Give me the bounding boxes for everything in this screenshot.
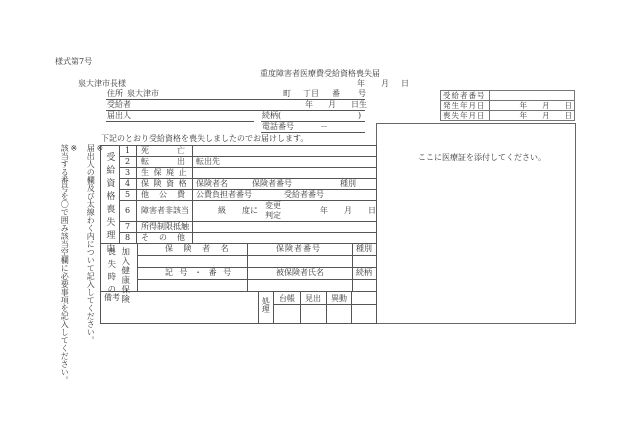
insurer-name-field[interactable] bbox=[138, 256, 246, 266]
reason-detail[interactable]: 保険者名 保険者番号 種別 bbox=[196, 179, 356, 188]
reason-grade[interactable]: 級 度に bbox=[218, 206, 258, 215]
reason-number: 4 bbox=[125, 179, 131, 188]
address-city: 泉大津市 bbox=[127, 89, 159, 98]
phone-separator: － bbox=[320, 122, 328, 131]
reason-number: 1 bbox=[125, 146, 131, 155]
recipient-label: 受給者 bbox=[107, 100, 131, 109]
addressee: 泉大津市長様 bbox=[78, 79, 126, 88]
remarks-label: 備考 bbox=[104, 293, 120, 302]
notifier-underline bbox=[106, 121, 254, 122]
form-number: 様式第7号 bbox=[55, 57, 93, 66]
divider bbox=[119, 200, 377, 201]
address-machi: 町 bbox=[283, 89, 291, 98]
loss-date-field[interactable]: 年 月 日 bbox=[490, 111, 575, 121]
reason-number: 2 bbox=[125, 157, 131, 166]
reason-label: 所得制限抵触 bbox=[141, 222, 189, 231]
phone-input[interactable] bbox=[295, 122, 363, 132]
reasons-side-label: 受給資格喪失理由 bbox=[104, 152, 115, 256]
insurer-number-header: 保険者番号 bbox=[276, 244, 321, 253]
relation-label: 続柄( bbox=[262, 111, 282, 120]
processing-label: 処理 bbox=[261, 297, 271, 313]
divider bbox=[192, 145, 193, 243]
info-row-loss-date bbox=[441, 111, 575, 121]
form-title: 重度障害者医療費受給資格喪失届 bbox=[260, 69, 380, 78]
recipient-number-field[interactable] bbox=[490, 91, 575, 101]
note-text: 該当する番号を〇で囲み該当空欄に必要事項を記入してください。 bbox=[60, 144, 70, 384]
note-mark: ※ bbox=[69, 144, 79, 153]
divider bbox=[351, 291, 352, 324]
reason-label: 転 出 bbox=[141, 157, 186, 166]
reason-date[interactable]: 年 月 日 bbox=[320, 206, 376, 215]
relationship-header: 続柄 bbox=[356, 268, 372, 277]
date-day: 日 bbox=[401, 79, 409, 88]
birth-year: 年 bbox=[305, 100, 313, 109]
reason-change: 変更 bbox=[265, 201, 281, 210]
insurer-name-header: 保 険 者 名 bbox=[165, 244, 233, 253]
info-label: 発生年月日 bbox=[441, 101, 490, 111]
remarks-field[interactable] bbox=[101, 292, 256, 323]
reason-number: 6 bbox=[125, 206, 131, 215]
info-row-occurrence-date bbox=[441, 101, 575, 111]
reason-number: 5 bbox=[125, 190, 131, 199]
processing-col-heading: 見出 bbox=[305, 294, 321, 303]
reason-judgement: 判定 bbox=[265, 211, 281, 220]
divider bbox=[136, 145, 137, 243]
symbol-number-header: 記 号 ・ 番 号 bbox=[165, 268, 234, 277]
notifier-label: 届出人 bbox=[107, 111, 131, 120]
statement-text: 下記のとおり受給資格を喪失しましたのでお届けします。 bbox=[101, 134, 309, 143]
insurance-side-label-2: 加入健康保険 bbox=[119, 247, 130, 304]
reason-label: そ の 他 bbox=[141, 233, 186, 242]
processing-col-change: 異動 bbox=[331, 294, 347, 303]
phone-label: 電話番号 bbox=[262, 122, 294, 131]
recipient-input[interactable] bbox=[135, 100, 295, 110]
processing-ledger-cell[interactable] bbox=[274, 305, 299, 323]
reason-label: 保 険 資 格 bbox=[141, 179, 188, 188]
address-chome: 丁目 bbox=[303, 89, 319, 98]
attachment-note: ここに医療証を添付してください。 bbox=[418, 153, 546, 162]
reason-detail[interactable]: 転出先 bbox=[196, 157, 220, 166]
divider bbox=[100, 243, 377, 244]
reason-number: 8 bbox=[125, 233, 131, 242]
address-go: 号 bbox=[358, 89, 366, 98]
reason-label: 死 亡 bbox=[141, 146, 186, 155]
insurance-type-field[interactable] bbox=[353, 256, 376, 266]
insurance-type-header: 種別 bbox=[356, 244, 372, 253]
note-text: 届出人の欄及び太線わく内について記入してください。 bbox=[86, 144, 96, 344]
address-label: 住所 bbox=[107, 89, 123, 98]
insurance-side-label-1: 喪失時の bbox=[105, 247, 116, 297]
processing-change-cell[interactable] bbox=[327, 305, 350, 323]
insurer-number-field[interactable] bbox=[248, 256, 351, 266]
reason-number: 3 bbox=[125, 168, 131, 177]
note-mark: ※ bbox=[95, 144, 105, 153]
address-input[interactable] bbox=[150, 89, 280, 99]
phone-underline bbox=[261, 132, 365, 133]
relation-input[interactable] bbox=[285, 111, 355, 121]
birth-day: 日生 bbox=[351, 100, 367, 109]
reason-label: 他 公 費 bbox=[141, 190, 186, 199]
birth-month: 月 bbox=[328, 100, 336, 109]
relation-close: ) bbox=[358, 111, 362, 120]
occurrence-date-field[interactable]: 年 月 日 bbox=[490, 101, 575, 111]
processing-heading-cell[interactable] bbox=[301, 305, 325, 323]
reason-number: 7 bbox=[125, 222, 131, 231]
date-year: 年 bbox=[357, 79, 365, 88]
symbol-number-field[interactable] bbox=[138, 280, 246, 290]
info-row-recipient-number bbox=[441, 91, 575, 101]
processing-col-ledger: 台帳 bbox=[279, 294, 295, 303]
reason-label: 障害者非該当 bbox=[141, 206, 189, 215]
insured-name-field[interactable] bbox=[248, 280, 351, 290]
relationship-field[interactable] bbox=[353, 280, 376, 290]
reason-label: 生 保 廃 止 bbox=[141, 168, 188, 177]
info-label: 喪失年月日 bbox=[441, 111, 490, 121]
date-month: 月 bbox=[381, 79, 389, 88]
recipient-info-table bbox=[440, 90, 575, 121]
address-ban: 番 bbox=[332, 89, 340, 98]
info-label: 受給者番号 bbox=[441, 91, 490, 101]
divider bbox=[258, 291, 259, 324]
note-2 bbox=[60, 144, 79, 384]
reason-detail[interactable]: 公費負担者番号 受給者番号 bbox=[196, 190, 324, 199]
insured-name-header: 被保険者氏名 bbox=[276, 268, 324, 277]
divider bbox=[119, 145, 120, 243]
notifier-input[interactable] bbox=[130, 111, 250, 121]
